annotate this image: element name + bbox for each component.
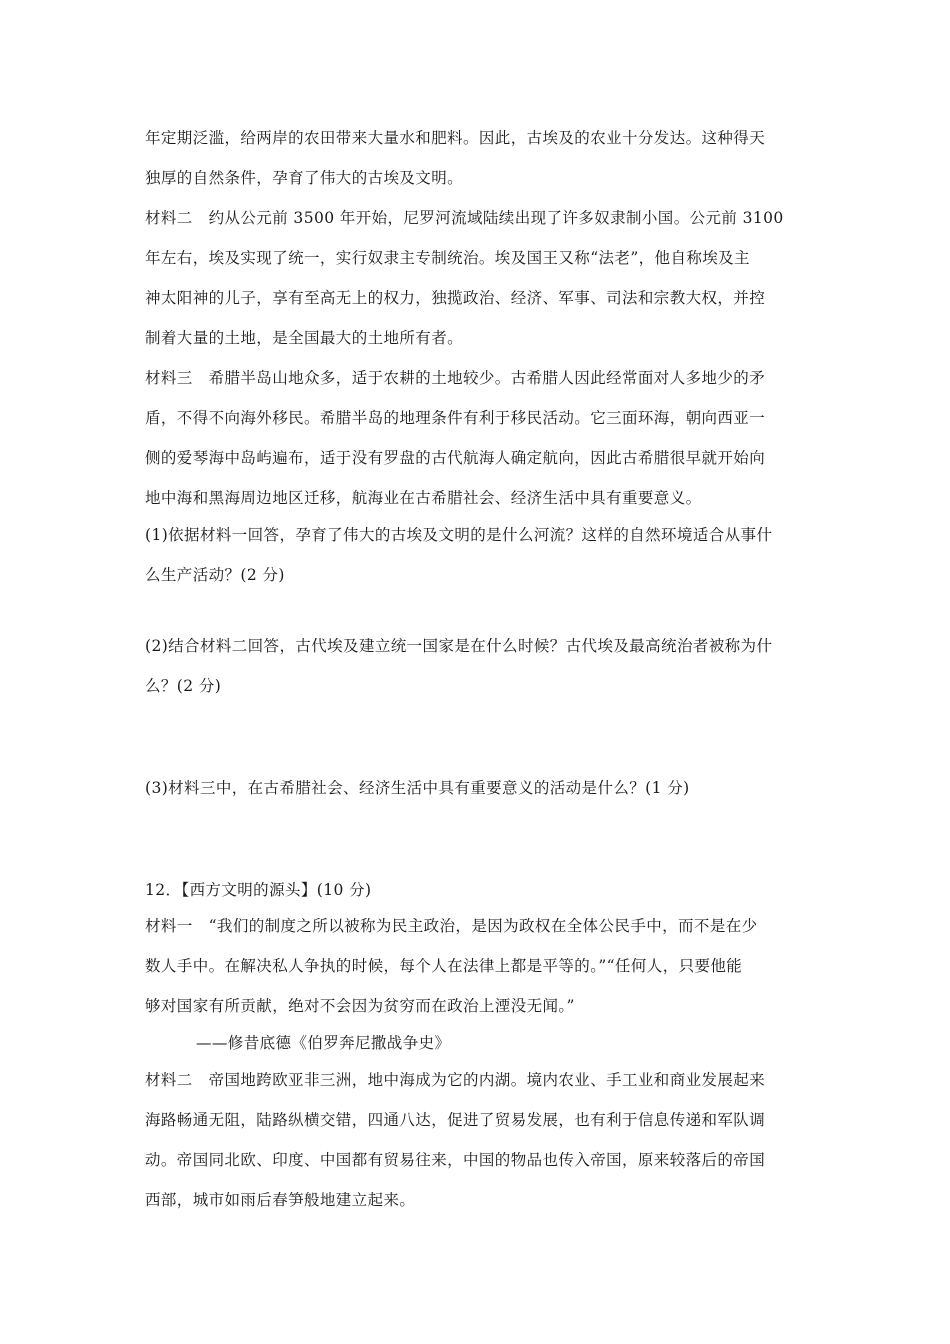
material-2-line: 制着大量的土地，是全国最大的土地所有者。 [145, 329, 464, 347]
question-2-line: 么？(2 分) [145, 677, 222, 695]
q12-material-1-line: 数人手中。在解决私人争执的时候，每个人在法律上都是平等的。”“任何人，只要他能 [145, 957, 743, 975]
question-12-title: 12．【西方文明的源头】(10 分) [145, 881, 372, 899]
material-2-line: 神太阳神的儿子，享有至高无上的权力，独揽政治、经济、军事、司法和宗教大权，并控 [145, 289, 766, 307]
q12-material-2-line: 材料二 帝国地跨欧亚非三洲，地中海成为它的内湖。境内农业、手工业和商业发展起来 [145, 1071, 766, 1089]
question-3: (3)材料三中，在古希腊社会、经济生活中具有重要意义的活动是什么？(1 分) [145, 779, 690, 797]
q12-quote-source: ——修昔底德《伯罗奔尼撒战争史》 [196, 1034, 451, 1052]
question-1-line: (1)依据材料一回答，孕育了伟大的古埃及文明的是什么河流？这样的自然环境适合从事什 [145, 526, 773, 544]
material-1-line: 独厚的自然条件，孕育了伟大的古埃及文明。 [145, 169, 464, 187]
question-2-line: (2)结合材料二回答，古代埃及建立统一国家是在什么时候？古代埃及最高统治者被称为什 [145, 637, 773, 655]
material-2-line: 材料二 约从公元前 3500 年开始，尼罗河流域陆续出现了许多奴隶制小国。公元前 3100 [145, 209, 784, 227]
material-3-line: 材料三 希腊半岛山地众多，适于农耕的土地较少。古希腊人因此经常面对人多地少的矛 [145, 369, 766, 387]
q12-material-2-line: 西部，城市如雨后春笋般地建立起来。 [145, 1191, 416, 1209]
question-1-line: 么生产活动？(2 分) [145, 566, 285, 584]
q12-material-2-line: 海路畅通无阻，陆路纵横交错，四通八达，促进了贸易发展，也有利于信息传递和军队调 [145, 1111, 766, 1129]
material-3-line: 侧的爱琴海中岛屿遍布，适于没有罗盘的古代航海人确定航向，因此古希腊很早就开始向 [145, 449, 766, 467]
material-2-line: 年左右，埃及实现了统一，实行奴隶主专制统治。埃及国王又称“法老”，他自称埃及主 [145, 249, 750, 267]
material-3-line: 盾，不得不向海外移民。希腊半岛的地理条件有利于移民活动。它三面环海，朝向西亚一 [145, 409, 766, 427]
material-1-line: 年定期泛滥，给两岸的农田带来大量水和肥料。因此，古埃及的农业十分发达。这种得天 [145, 129, 766, 147]
material-3-line: 地中海和黑海周边地区迁移，航海业在古希腊社会、经济生活中具有重要意义。 [145, 489, 702, 507]
q12-material-2-line: 动。帝国同北欧、印度、中国都有贸易往来，中国的物品也传入帝国，原来较落后的帝国 [145, 1151, 766, 1169]
q12-material-1-line: 够对国家有所贡献，绝对不会因为贫穷而在政治上湮没无闻。” [145, 997, 575, 1015]
q12-material-1-line: 材料一 “我们的制度之所以被称为民主政治，是因为政权在全体公民手中，而不是在少 [145, 917, 758, 935]
